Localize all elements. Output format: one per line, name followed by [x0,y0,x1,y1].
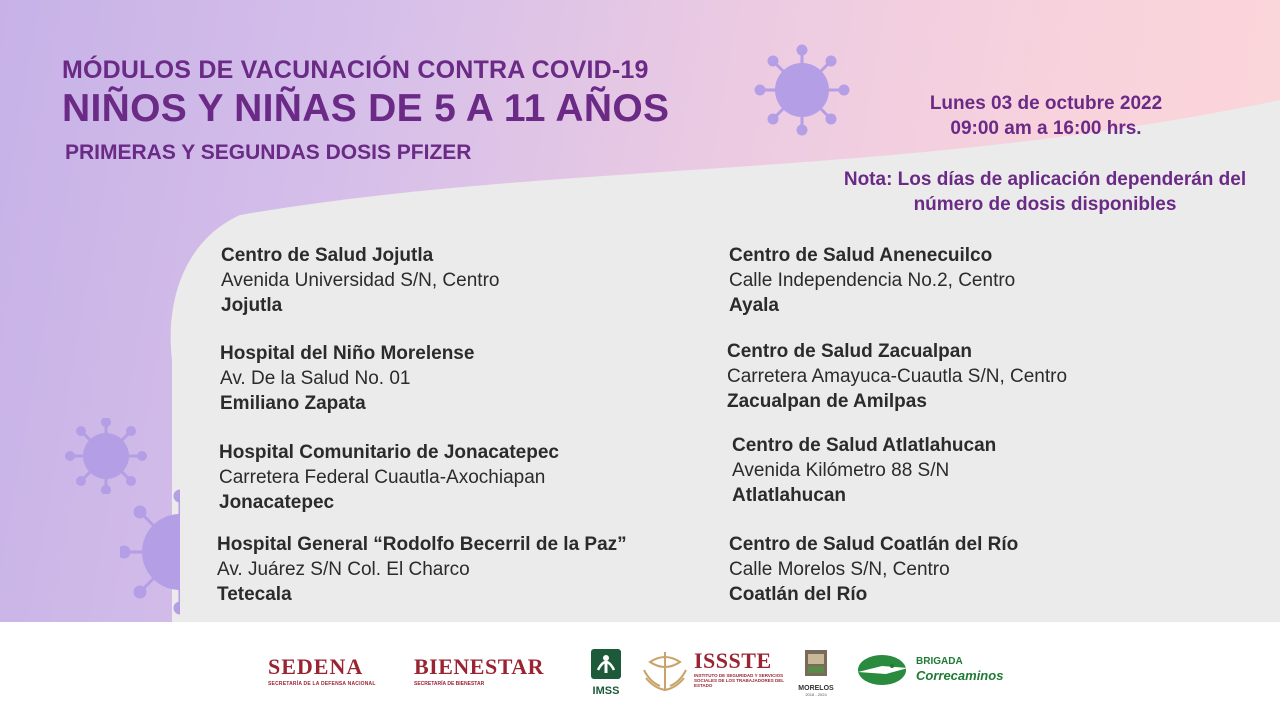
site-name: Hospital Comunitario de Jonacatepec [219,442,559,463]
sedena-subtitle: SECRETARÍA DE LA DEFENSA NACIONAL [268,681,376,687]
sedena-logo [268,654,376,687]
site-name: Centro de Salud Anenecuilco [729,245,993,266]
roadrunner-icon [852,652,912,688]
note-line-2: número de dosis disponibles [913,194,1177,215]
title-doses: PRIMERAS Y SEGUNDAS DOSIS PFIZER [65,141,472,164]
site-address: Av. De la Salud No. 01 [220,368,411,389]
schedule-block [900,91,1192,141]
site-address: Calle Independencia No.2, Centro [729,270,1016,291]
site-address: Carretera Amayuca-Cuautla S/N, Centro [727,366,1068,387]
imss-name: IMSS [592,685,620,697]
site-address: Av. Juárez S/N Col. El Charco [217,559,470,580]
morelos-period: 2018 - 2024 [805,692,827,697]
site-name: Centro de Salud Coatlán del Río [729,534,1019,555]
issste-name: ISSSTE [694,648,772,673]
schedule-date: Lunes 03 de octubre 2022 [929,93,1163,114]
title-modules: MÓDULOS DE VACUNACIÓN CONTRA COVID-19 [62,56,649,84]
imss-emblem-icon [589,648,623,680]
site-town: Atlatlahucan [732,485,847,506]
morelos-logo [796,648,836,697]
site-name: Hospital General “Rodolfo Becerril de la Paz” [217,534,627,555]
site-town: Coatlán del Río [729,584,868,605]
virus-icon-left [64,418,150,494]
site-card [220,341,690,416]
site-card [217,532,687,607]
site-town: Ayala [729,295,779,316]
site-town: Jojutla [221,295,283,316]
brigada-label: BRIGADA [916,656,963,667]
virus-icon-bottom [120,488,180,618]
correcaminos-label: Correcaminos [916,668,1004,683]
site-town: Zacualpan de Amilpas [727,391,927,412]
morelos-name: MORELOS [798,685,834,692]
schedule-hours: 09:00 am a 16:00 hrs. [950,118,1142,139]
issste-subtitle: INSTITUTO DE SEGURIDAD Y SERVICIOS SOCIALES DE LOS TRABAJADORES DEL ESTADO [694,673,784,688]
site-town: Jonacatepec [219,492,335,513]
brigada-correcaminos-logo [852,652,1004,693]
availability-note [800,167,1280,217]
virus-icon-top [752,44,852,136]
morelos-shield-icon [802,648,830,680]
imss-logo [586,648,626,697]
note-line-1: Nota: Los días de aplicación dependerán del [843,169,1247,190]
site-address: Calle Morelos S/N, Centro [729,559,950,580]
site-address: Carretera Federal Cuautla-Axochiapan [219,467,546,488]
bienestar-logo [414,654,544,687]
site-card [221,243,691,318]
site-card [729,243,1199,318]
site-card [219,440,689,515]
site-address: Avenida Kilómetro 88 S/N [732,460,950,481]
site-card [727,339,1197,414]
site-town: Tetecala [217,584,292,605]
site-name: Centro de Salud Zacualpan [727,341,972,362]
site-name: Hospital del Niño Morelense [220,343,475,364]
site-card [732,433,1202,508]
site-town: Emiliano Zapata [220,393,366,414]
site-card [729,532,1199,607]
title-audience: NIÑOS Y NIÑAS DE 5 A 11 AÑOS [62,87,670,130]
site-name: Centro de Salud Jojutla [221,245,434,266]
bienestar-subtitle: SECRETARÍA DE BIENESTAR [414,681,485,687]
issste-logo [640,648,784,699]
site-name: Centro de Salud Atlatlahucan [732,435,997,456]
sedena-name: SEDENA [268,654,364,679]
issste-emblem-icon [640,648,690,694]
bienestar-name: BIENESTAR [414,654,545,679]
site-address: Avenida Universidad S/N, Centro [221,270,500,291]
